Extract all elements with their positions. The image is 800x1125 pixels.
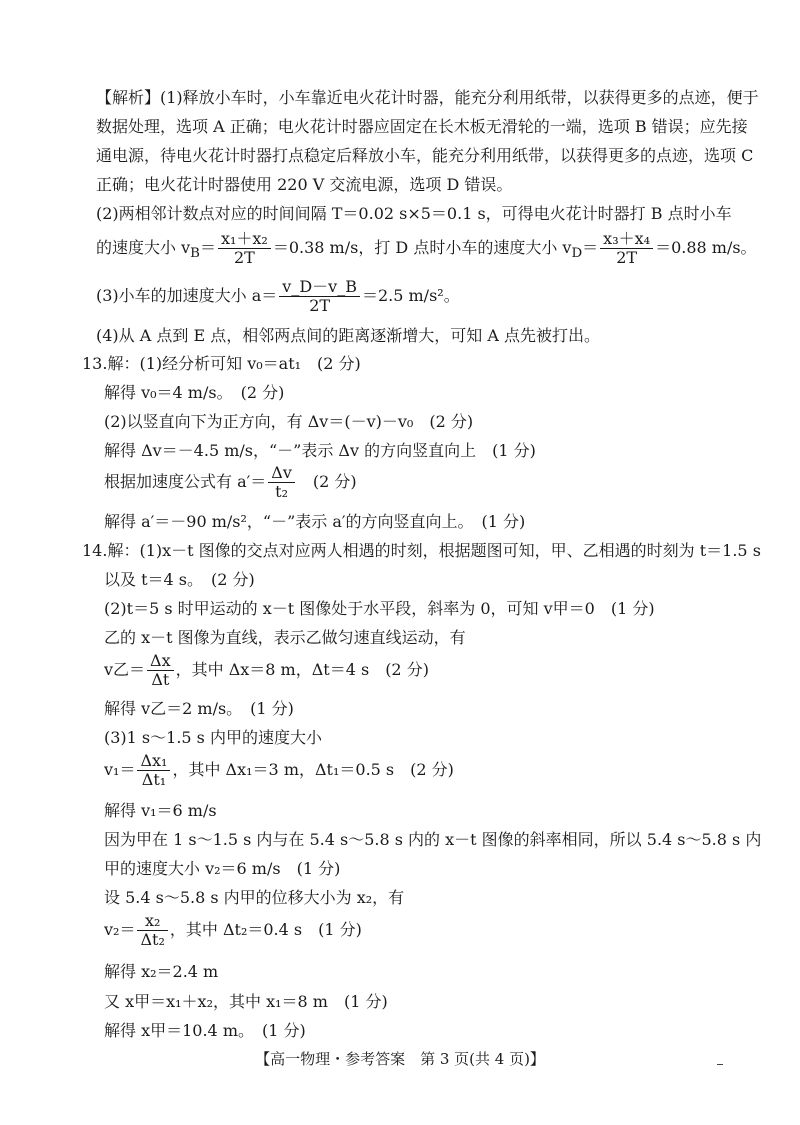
q13-line-6: 解得 a′＝－90 m/s²，“－”表示 a′的方向竖直向上。 (1 分) bbox=[104, 512, 526, 531]
analysis-line-2: 数据处理，选项 A 正确；电火花计时器应固定在长木板无滑轮的一端，选项 B 错误；应先接 bbox=[96, 117, 748, 136]
text-segment: v乙＝ bbox=[104, 660, 146, 679]
q13-line-1: 13.解：(1)经分析可知 v₀＝at₁ (2 分) bbox=[82, 354, 361, 373]
analysis-line-6: 的速度大小 $v_B=$ $\frac{\text{x₁＋x₂}}{2T}$ ＝0.38 m/s，打 D 点时小车的速度大小 $v_D=$ $\frac{\text{x₃＋x₄}}{2T}$ ＝0.88 m/s。 bbox=[96, 229, 757, 267]
subscript: B bbox=[190, 246, 200, 262]
q14-line-6: 解得 v乙＝2 m/s。 (1 分) bbox=[104, 699, 294, 718]
denominator: 2T bbox=[309, 296, 331, 315]
fraction-vb bbox=[218, 230, 271, 267]
fraction-a-prime bbox=[268, 464, 295, 501]
denominator: Δt bbox=[151, 670, 170, 689]
q14-line-1: 14.解：(1)x－t 图像的交点对应两人相遇的时刻，根据题图可知，甲、乙相遇的时刻为 t＝1.5 s bbox=[82, 541, 761, 560]
text-segment: ，其中 Δt₂＝0.4 s (1 分) bbox=[169, 920, 362, 939]
subscript: D bbox=[571, 246, 583, 262]
fraction-acceleration bbox=[279, 278, 360, 315]
numerator: x₁＋x₂ bbox=[218, 230, 271, 249]
q14-line-3: (2)t＝5 s 时甲运动的 x－t 图像处于水平段，斜率为 0，可知 v甲＝0 (1 分) bbox=[104, 599, 655, 618]
analysis-line-3: 通电源，待电火花计时器打点稳定后释放小车，能充分利用纸带，以获得更多的点迹，选项 C bbox=[96, 146, 754, 165]
analysis-line-4: 正确；电火花计时器使用 220 V 交流电源，选项 D 错误。 bbox=[96, 175, 513, 194]
fraction-vd bbox=[600, 230, 653, 267]
numerator: x₃＋x₄ bbox=[600, 230, 653, 249]
q13-line-5 bbox=[104, 462, 357, 502]
q14-line-13 bbox=[104, 910, 362, 950]
numerator: Δv bbox=[268, 464, 295, 483]
denominator: t₂ bbox=[275, 482, 288, 501]
q13-line-4: 解得 Δv＝－4.5 m/s，“－”表示 Δv 的方向竖直向上 (1 分) bbox=[104, 441, 536, 460]
text-segment: ＝2.5 m/s²。 bbox=[361, 286, 460, 305]
analysis-line-8: (4)从 A 点到 E 点，相邻两点间的距离逐渐增大，可知 A 点先被打出。 bbox=[96, 326, 600, 345]
q14-line-16: 解得 x甲＝10.4 m。 (1 分) bbox=[104, 1021, 306, 1040]
corner-mark bbox=[717, 1064, 723, 1065]
text-segment: v₂＝ bbox=[104, 920, 136, 939]
fraction-v-yi bbox=[147, 652, 174, 689]
q14-line-15: 又 x甲＝x₁＋x₂，其中 x₁＝8 m (1 分) bbox=[104, 992, 388, 1011]
denominator: 2T bbox=[616, 248, 638, 267]
numerator: Δx bbox=[147, 652, 174, 671]
q14-line-5 bbox=[104, 650, 429, 690]
text-segment: 根据加速度公式有 a′＝ bbox=[104, 472, 267, 491]
q14-line-11: 甲的速度大小 v₂＝6 m/s (1 分) bbox=[104, 859, 341, 878]
text-segment: 的速度大小 v bbox=[96, 238, 191, 257]
q14-line-2: 以及 t＝4 s。 (2 分) bbox=[104, 570, 255, 589]
numerator: x₂ bbox=[137, 912, 167, 931]
q14-line-4: 乙的 x－t 图像为直线，表示乙做匀速直线运动，有 bbox=[104, 628, 466, 647]
text-segment: ，其中 Δx＝8 m，Δt＝4 s (2 分) bbox=[175, 660, 429, 679]
text-segment: ＝0.38 m/s，打 D 点时小车的速度大小 v bbox=[272, 238, 572, 257]
denominator: Δt₁ bbox=[141, 770, 167, 789]
text-segment: ，其中 Δx₁＝3 m，Δt₁＝0.5 s (2 分) bbox=[172, 760, 454, 779]
q14-line-7: (3)1 s～1.5 s 内甲的速度大小 bbox=[104, 728, 322, 747]
fraction-v1 bbox=[137, 752, 170, 789]
text-segment: ＝0.88 m/s。 bbox=[655, 238, 757, 257]
analysis-line-5: (2)两相邻计数点对应的时间间隔 T＝0.02 s×5＝0.1 s，可得电火花计时器打 B 点时小车 bbox=[96, 204, 732, 223]
numerator: v_D－v_B bbox=[279, 278, 360, 297]
text-segment: (3)小车的加速度大小 a＝ bbox=[96, 286, 278, 305]
denominator: 2T bbox=[233, 248, 255, 267]
analysis-line-1: 【解析】(1)释放小车时，小车靠近电火花计时器，能充分利用纸带，以获得更多的点迹，便于 bbox=[96, 88, 759, 107]
q14-line-9: 解得 v₁＝6 m/s bbox=[104, 801, 217, 820]
page-footer: 【高一物理・参考答案 第 3 页(共 4 页)】 bbox=[255, 1050, 545, 1068]
numerator: Δx₁ bbox=[137, 752, 170, 771]
text-segment: (2 分) bbox=[296, 472, 357, 491]
q14-line-10: 因为甲在 1 s～1.5 s 内与在 5.4 s～5.8 s 内的 x－t 图像的斜率相同，所以 5.4 s～5.8 s 内 bbox=[104, 830, 762, 849]
q14-line-8 bbox=[104, 750, 454, 790]
denominator: Δt₂ bbox=[140, 930, 165, 949]
q13-line-3: (2)以竖直向下为正方向，有 Δv＝(－v)－v₀ (2 分) bbox=[104, 412, 474, 431]
analysis-line-7 bbox=[96, 276, 460, 316]
q14-line-14: 解得 x₂＝2.4 m bbox=[104, 962, 219, 981]
q14-line-12: 设 5.4 s～5.8 s 内甲的位移大小为 x₂，有 bbox=[104, 888, 405, 907]
text-segment: v₁＝ bbox=[104, 760, 136, 779]
q13-line-2: 解得 v₀＝4 m/s。 (2 分) bbox=[104, 383, 285, 402]
fraction-v2 bbox=[137, 912, 167, 949]
